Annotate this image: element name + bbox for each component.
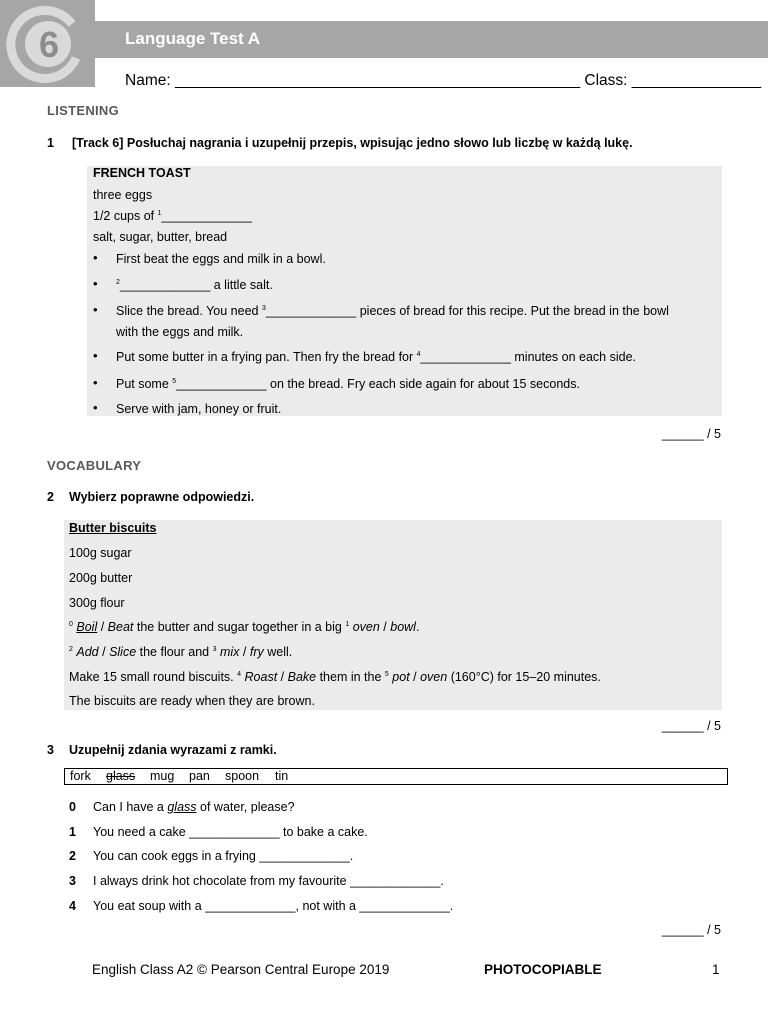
exercise-3-number: 3 bbox=[47, 743, 54, 757]
word-glass: glass bbox=[106, 769, 136, 783]
exercise-3-instruction: Uzupełnij zdania wyrazami z ramki. bbox=[69, 743, 277, 757]
gap-1[interactable]: _____________ bbox=[161, 209, 252, 223]
ingredient-1: three eggs bbox=[93, 188, 153, 202]
option-add[interactable]: Add bbox=[76, 645, 99, 659]
question-1-number: 1 bbox=[69, 825, 76, 839]
ingredient-3: salt, sugar, butter, bread bbox=[93, 230, 228, 244]
step-6: Serve with jam, honey or fruit. bbox=[116, 402, 282, 416]
option-bowl[interactable]: bowl bbox=[390, 620, 416, 634]
gap-4[interactable]: _____________ bbox=[420, 350, 511, 364]
step-4: Put some butter in a frying pan. Then fry the bread for $^4$_____________ minutes on each side. bbox=[116, 350, 636, 364]
exercise-1-number: 1 bbox=[47, 136, 54, 150]
option-bake[interactable]: Bake bbox=[287, 670, 317, 684]
option-beat[interactable]: Beat bbox=[107, 620, 134, 634]
bullet-icon: • bbox=[93, 375, 98, 390]
biscuit-line-1: 100g sugar bbox=[69, 546, 132, 560]
word-tin: tin bbox=[275, 769, 289, 783]
exercise-2-instruction: Wybierz poprawne odpowiedzi. bbox=[69, 490, 255, 504]
exercise-2-number: 2 bbox=[47, 490, 54, 504]
recipe-2-title: Butter biscuits bbox=[69, 521, 157, 535]
biscuit-line-6: Make 15 small round biscuits. $^4$ Roast / Bake them in the $^5$ pot / oven (160°C) for 15–20 minutes. bbox=[69, 670, 601, 684]
page-number: 1 bbox=[712, 962, 720, 977]
option-pot[interactable]: pot bbox=[392, 670, 410, 684]
footer-copyright: English Class A2 © Pearson Central Europe 2019 bbox=[92, 962, 390, 977]
step-2: $^2$_____________ a little salt. bbox=[116, 278, 273, 292]
biscuit-line-7: The biscuits are ready when they are brown. bbox=[69, 694, 315, 708]
question-4[interactable]: You eat soup with a _____________, not with a _____________. bbox=[93, 899, 454, 913]
biscuit-line-5: $^2$ Add / Slice the flour and $^3$ mix / fry well. bbox=[69, 645, 293, 659]
biscuit-line-4: $^0$ Boil / Beat the butter and sugar together in a big $^1$ oven / bowl. bbox=[69, 620, 420, 634]
gap-5[interactable]: _____________ bbox=[176, 377, 267, 391]
word-fork: fork bbox=[70, 769, 91, 783]
option-mix[interactable]: mix bbox=[220, 645, 240, 659]
gap-2[interactable]: _____________ bbox=[119, 278, 211, 292]
option-boil[interactable]: Boil bbox=[76, 620, 98, 634]
unit-badge bbox=[0, 0, 95, 87]
option-fry[interactable]: fry bbox=[249, 645, 264, 659]
recipe-1-title: FRENCH TOAST bbox=[93, 166, 191, 180]
bullet-icon: • bbox=[93, 302, 98, 317]
question-3[interactable]: I always drink hot chocolate from my favourite _____________. bbox=[93, 874, 444, 888]
step-3-continued: with the eggs and milk. bbox=[116, 325, 244, 339]
bullet-icon: • bbox=[93, 250, 98, 265]
question-0-number: 0 bbox=[69, 800, 76, 814]
footer-photocopiable: PHOTOCOPIABLE bbox=[484, 962, 602, 977]
biscuit-line-2: 200g butter bbox=[69, 571, 133, 585]
answer-example: glass bbox=[167, 800, 197, 814]
bullet-icon: • bbox=[93, 400, 98, 415]
option-oven[interactable]: oven bbox=[352, 620, 380, 634]
bullet-icon: • bbox=[93, 348, 98, 363]
gap-3[interactable]: _____________ bbox=[265, 304, 357, 318]
exercise-1-instruction: [Track 6] Posłuchaj nagrania i uzupełnij przepis, wpisując jedno słowo lub liczbę w każdą lukę. bbox=[72, 136, 633, 150]
word-mug: mug bbox=[150, 769, 175, 783]
question-2[interactable]: You can cook eggs in a frying _____________. bbox=[93, 849, 354, 863]
ingredient-2: 1/2 cups of $^1$_____________ bbox=[93, 209, 252, 223]
test-title: Language Test A bbox=[125, 29, 261, 48]
question-3-number: 3 bbox=[69, 874, 76, 888]
listening-heading: LISTENING bbox=[47, 103, 120, 118]
option-slice[interactable]: Slice bbox=[109, 645, 137, 659]
score-exercise-2: ______ / 5 bbox=[661, 719, 721, 733]
question-0: Can I have a glass of water, please? bbox=[93, 800, 295, 814]
step-1: First beat the eggs and milk in a bowl. bbox=[116, 252, 326, 266]
step-3: Slice the bread. You need $^3$_____________ pieces of bread for this recipe. Put the bread in the bowl bbox=[116, 304, 669, 318]
name-class-line: Name: _______________________________________________ Class: _______________ bbox=[125, 72, 762, 89]
question-2-number: 2 bbox=[69, 849, 76, 863]
bullet-icon: • bbox=[93, 276, 98, 291]
option-roast[interactable]: Roast bbox=[244, 670, 278, 684]
step-5: Put some $^5$_____________ on the bread. Fry each side again for about 15 seconds. bbox=[116, 377, 580, 391]
score-exercise-1: ______ / 5 bbox=[661, 427, 721, 441]
vocabulary-heading: VOCABULARY bbox=[47, 458, 142, 473]
word-box bbox=[64, 768, 728, 785]
word-spoon: spoon bbox=[225, 769, 260, 783]
score-exercise-3: ______ / 5 bbox=[661, 923, 721, 937]
unit-number: 6 bbox=[38, 24, 60, 65]
option-oven-2[interactable]: oven bbox=[420, 670, 448, 684]
word-pan: pan bbox=[189, 769, 210, 783]
question-1[interactable]: You need a cake _____________ to bake a cake. bbox=[93, 825, 368, 839]
biscuit-line-3: 300g flour bbox=[69, 596, 125, 610]
question-4-number: 4 bbox=[69, 899, 76, 913]
